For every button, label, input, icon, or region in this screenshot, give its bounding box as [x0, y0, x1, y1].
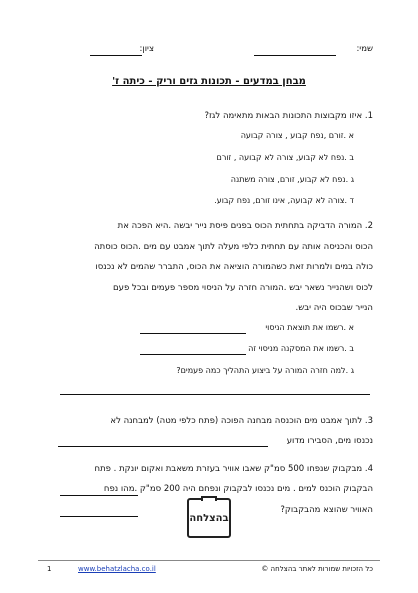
question-1 — [204, 111, 373, 121]
question-2-sub-b: ב .רשמו את המסקנה מניסוי זה — [248, 344, 354, 353]
question-2-line-4: לכוס ושהנייר נשאר יבש .המורה חזרה על הניסוי מספר פעמים ובכל פעם — [113, 283, 373, 293]
question-4-line-3: האוויר שהוצא מהבקבוק? — [280, 505, 373, 515]
question-1-option-b: ב .נפח לא קבוע, צורה לא קבועה , זורם — [216, 153, 354, 162]
question-2-line-1: 2. המורה הדביקה בתחתית הכוס בפנים פיסת נייר יבשה .היא הפכה את — [117, 221, 373, 231]
question-2-sub-c: ג .למה חזרה המורה על ביצוע התהליך כמה פעמים? — [176, 366, 354, 375]
question-3-line-1: 3. לתוך אמבט מים הוכנסה מבחנה הפוכה (פתח כלפי מטה) למבחנה לא — [110, 416, 373, 426]
question-1-option-a: א .זורם ,נפח קבוע , צורה קבועה — [240, 131, 354, 140]
footer-divider — [38, 560, 380, 561]
question-4-line-2: הבקבוק הוכנס למים . מים נכנסו לבקבוק ונפחם היה 200 סמ"ק .מהו נפח — [103, 484, 373, 494]
answer-line-4a[interactable] — [60, 495, 138, 496]
question-1-option-d: ד .צורה לא קבועה, אינו זורם, נפח קבוע. — [214, 196, 354, 205]
answer-line-2c[interactable] — [60, 394, 370, 395]
question-2-number: 2. — [364, 221, 373, 231]
site-link[interactable]: www.behatzlacha.co.il — [78, 565, 156, 573]
logo-frame — [187, 498, 231, 538]
grade-field[interactable] — [90, 55, 142, 56]
logo-tab — [201, 496, 217, 501]
grade-label: ציון: — [139, 44, 154, 54]
question-2-line-2: הכוס והכניסה אותה עם תחתית כלפי מעלה לתוך אמבט עם מים .הכוס כוסתה — [94, 242, 373, 252]
logo-text: בהצלחה — [189, 512, 229, 524]
behatzlacha-logo — [171, 496, 247, 540]
page-title: מבחן במדעים - תכונות גזים וריק - כיתה ז' — [112, 76, 306, 87]
question-2-sub-a: א .רשמו את תוצאת הניסוי — [265, 323, 354, 332]
copyright-text: כל הזכויות שמורות לאתר בהצלחה © — [261, 565, 373, 573]
name-label: שמי: — [356, 44, 373, 54]
question-4-number: 4. — [364, 464, 373, 474]
answer-line-2b[interactable] — [140, 354, 246, 355]
question-2-line-3: כולה במים ולמרות זאת כשהמורה הוציאה את הכוס, התברר שהמים לא נכנסו — [95, 262, 373, 272]
page-number: 1 — [47, 565, 52, 573]
name-field[interactable] — [254, 55, 336, 56]
question-1-number: 1. — [364, 111, 373, 121]
question-4-line-1: 4. מבקבוק שנפחו 500 סמ"ק שאבו אוויר בעזרת משאבת ואקום יונקת . פתח — [94, 464, 373, 474]
answer-line-4b[interactable] — [60, 516, 138, 517]
answer-line-3[interactable] — [58, 446, 268, 447]
question-3-line-2: נכנסו מים, הסבירו מדוע — [286, 436, 373, 446]
question-3-number: 3. — [364, 416, 373, 426]
question-2-line-5: הנייר שבכוס היה יבש. — [295, 303, 373, 313]
question-1-text: איזו מקבוצות התכונות הבאות מתאימה לגז? — [204, 111, 363, 121]
question-1-option-c: ג .נפח לא קבוע, זורם, צורה משתנה — [230, 175, 354, 184]
answer-line-2a[interactable] — [140, 333, 246, 334]
